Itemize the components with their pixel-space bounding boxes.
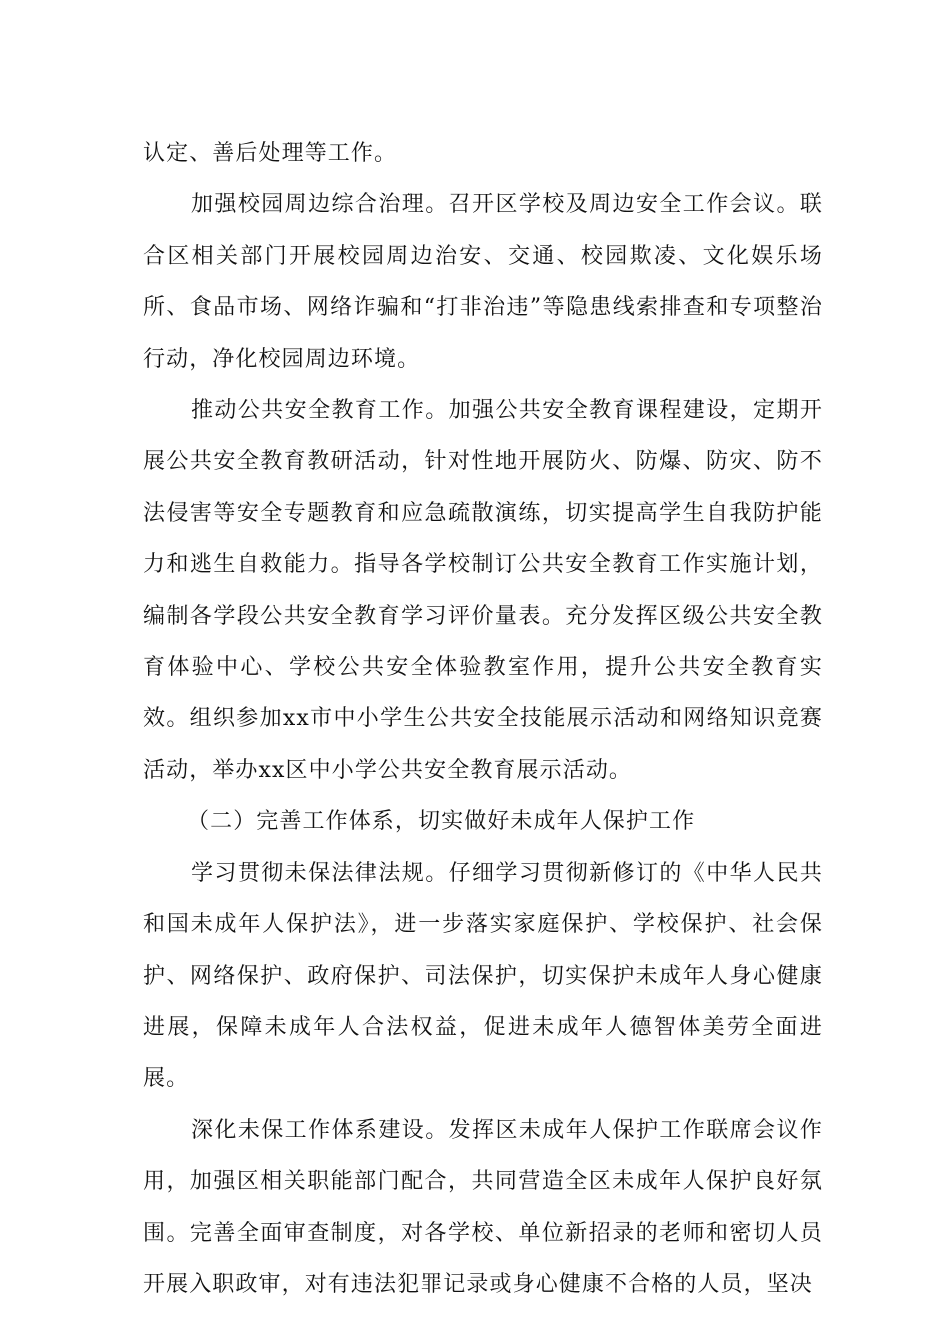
paragraph-public-safety-education: 推动公共安全教育工作。加强公共安全教育课程建设，定期开展公共安全教育教研活动，针对性地开展防火、防爆、防灾、防不法侵害等安全专题教育和应急疏散演练，切实提高学生自我防护能力和逃生自救能力。指导各学校制订公共安全教育工作实施计划，编制各学段公共安全教育学习评价量表。充分发挥区级公共安全教育体验中心、学校公共安全体验教室作用，提升公共安全教育实效。组织参加xx市中小学生公共安全技能展示活动和网络知识竞赛活动，举办xx区中小学公共安全教育展示活动。 — [143, 398, 823, 783]
section-heading-minor-protection: （二）完善工作体系，切实做好未成年人保护工作 — [187, 809, 696, 835]
paragraph-protection-system: 深化未保工作体系建设。发挥区未成年人保护工作联席会议作用，加强区相关职能部门配合，共同营造全区未成年人保护良好氛围。完善全面审查制度，对各学校、单位新招录的老师和密切人员开展入职政审，对有违法犯罪记录或身心健康不合格的人员，坚决 — [143, 1117, 823, 1297]
document-page — [143, 128, 823, 1310]
paragraph-campus-surroundings: 加强校园周边综合治理。召开区学校及周边安全工作会议。联合区相关部门开展校园周边治安、交通、校园欺凌、文化娱乐场所、食品市场、网络诈骗和“打非治违”等隐患线索排查和专项整治行动，净化校园周边环境。 — [143, 192, 823, 372]
paragraph-continuation: 认定、善后处理等工作。 — [143, 141, 398, 166]
paragraph-minor-protection-law: 学习贯彻未保法律法规。仔细学习贯彻新修订的《中华人民共和国未成年人保护法》，进一步落实家庭保护、学校保护、社会保护、网络保护、政府保护、司法保护，切实保护未成年人身心健康进展，保障未成年人合法权益，促进未成年人德智体美劳全面进展。 — [143, 860, 823, 1092]
